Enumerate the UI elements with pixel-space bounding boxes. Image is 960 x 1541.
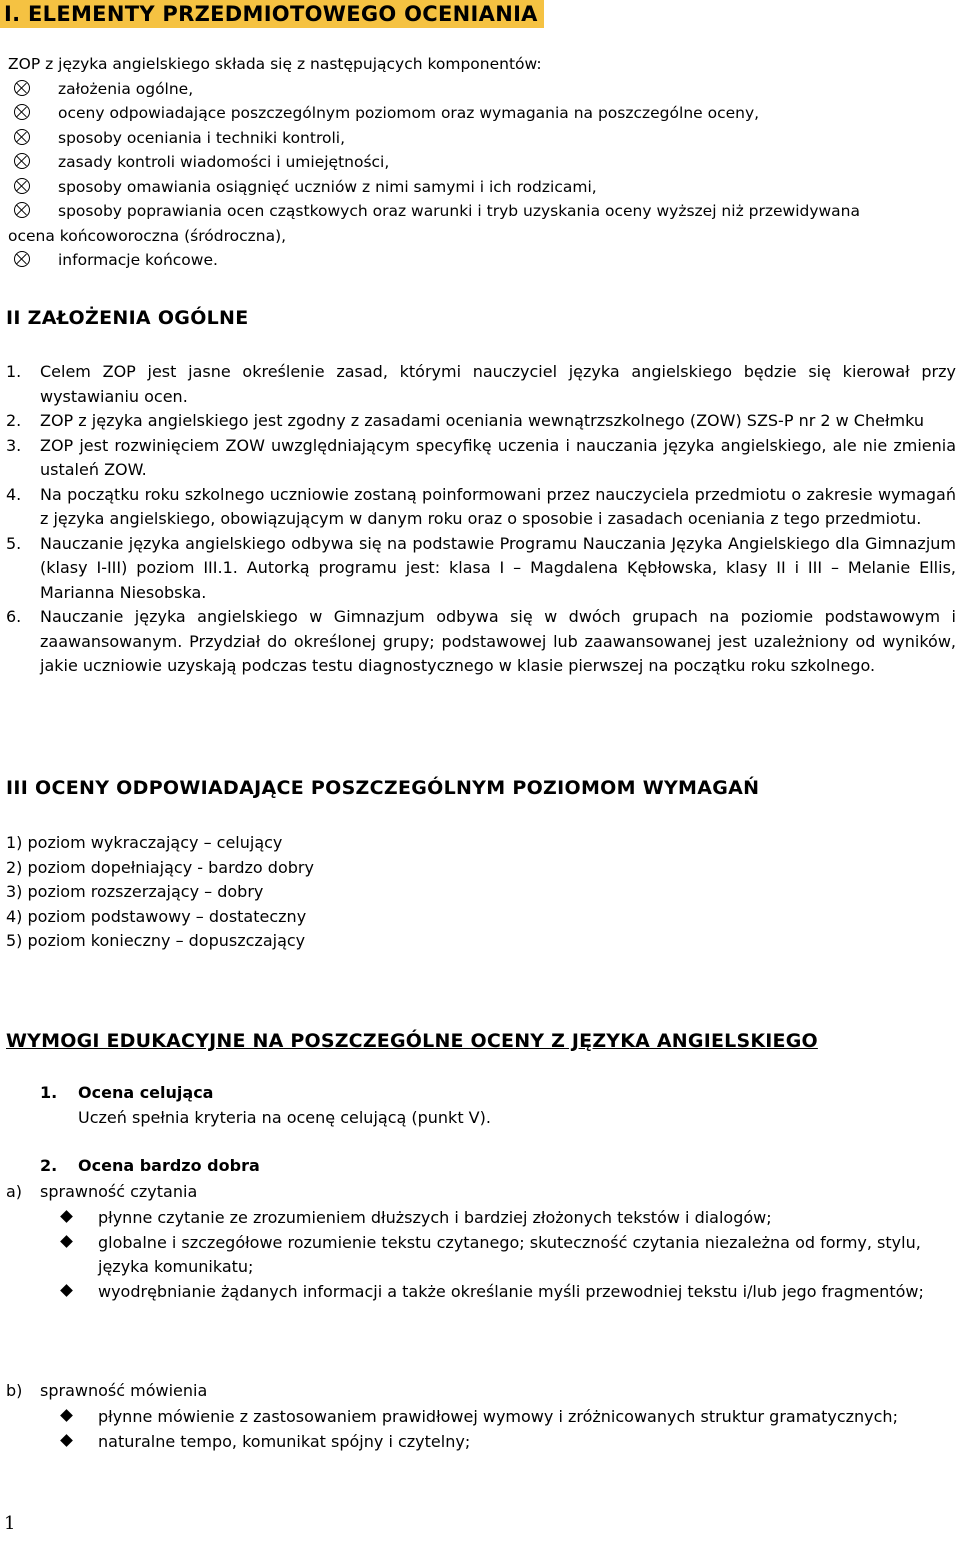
list-item: płynne czytanie ze zrozumieniem dłuższych i bardziej złożonych tekstów i dialogów; — [62, 1206, 952, 1231]
section-1-heading: I. ELEMENTY PRZEDMIOTOWEGO OCENIANIA — [0, 0, 544, 28]
speaking-criteria-list — [62, 1405, 952, 1454]
circled-x-bullet-icon — [14, 153, 30, 169]
diamond-bullet-icon — [60, 1235, 73, 1248]
circled-x-bullet-icon — [14, 202, 30, 218]
list-item: założenia ogólne, — [8, 77, 954, 102]
list-item: oceny odpowiadające poszczególnym poziomom oraz wymagania na poszczególne oceny, — [8, 101, 954, 126]
numbered-point: 6. Nauczanie języka angielskiego w Gimnazjum odbywa się w dwóch grupach na poziomie podstawowym i zaawansowanym. Przydział do określonej grupy; podstawowej lub zaawansowanej jest uzależniony od wyników, jakie uczniowie uzyskają podczas testu diagnostycznego w klasie pierwszej na początku roku szkolnego. — [6, 607, 956, 675]
section-3-heading: III OCENY ODPOWIADAJĄCE POSZCZEGÓLNYM POZIOMOM WYMAGAŃ — [6, 777, 760, 799]
skill-label: sprawność czytania — [40, 1182, 198, 1201]
grade-level: 4) poziom podstawowy – dostateczny — [6, 906, 307, 926]
page-number: 1 — [4, 1513, 16, 1534]
circled-x-bullet-icon — [14, 251, 30, 267]
skill-reading — [6, 1180, 197, 1205]
numbered-point: 5. Nauczanie języka angielskiego odbywa się na podstawie Programu Nauczania Języka Angielskiego dla Gimnazjum (klasy I-III) poziom III.1. Autorką programu jest: klasa I – Magdalena Kębłowska, klasy II i III – Melanie Ellis, Marianna Niesobska. — [6, 533, 956, 602]
list-item: sposoby poprawiania ocen cząstkowych oraz warunki i tryb uzyskania oceny wyższej niż przewidywana ocena końcoworoczna (śródroczna), — [8, 202, 861, 245]
reading-criteria-list — [62, 1206, 952, 1304]
numbered-point: 4. Na początku roku szkolnego uczniowie zostaną poinformowani przez nauczyciela przedmiotu o zakresie wymagań z języka angielskiego, obowiązującym w danym roku oraz o sposobie i zasadach oceniania z tego przedmiotu. — [6, 484, 956, 528]
skill-label: sprawność mówienia — [40, 1381, 208, 1400]
grade-bardzo-dobra — [40, 1154, 260, 1179]
intro-text: ZOP z języka angielskiego składa się z następujących komponentów: — [8, 55, 542, 73]
list-item: wyodrębnianie żądanych informacji a także określanie myśli przewodniej tekstu i/lub jego fragmentów; — [62, 1280, 952, 1305]
circled-x-bullet-icon — [14, 129, 30, 145]
list-item: płynne mówienie z zastosowaniem prawidłowej wymowy i zróżnicowanych struktur gramatycznych; — [62, 1405, 952, 1430]
circled-x-bullet-icon — [14, 104, 30, 120]
list-item-continuation: ocena końcoworoczna (śródroczna), — [8, 226, 287, 245]
numbered-point: 1. Celem ZOP jest jasne określenie zasad, którymi nauczyciel języka angielskiego będzie się kierował przy wystawianiu ocen. — [6, 362, 956, 406]
list-item: informacje końcowe. — [8, 248, 954, 273]
diamond-bullet-icon — [60, 1284, 73, 1297]
numbered-point: 3. ZOP jest rozwinięciem ZOW uwzględniającym specyfikę uczenia i nauczania języka angielskiego, ale nie zmienia ustaleń ZOW. — [6, 435, 956, 479]
section-2-points — [6, 360, 956, 679]
section-2-heading: II ZAŁOŻENIA OGÓLNE — [6, 307, 249, 329]
skill-letter: a) — [6, 1182, 23, 1201]
numbered-point: 2. ZOP z języka angielskiego jest zgodny z zasadami oceniania wewnątrzszkolnego (ZOW) SZS-P nr 2 w Chełmku — [6, 411, 925, 430]
list-item: sposoby oceniania i techniki kontroli, — [8, 126, 954, 151]
grade-level: 2) poziom dopełniający - bardzo dobry — [6, 857, 314, 877]
circled-x-bullet-icon — [14, 178, 30, 194]
grade-title: Ocena celująca — [78, 1083, 214, 1102]
list-item: naturalne tempo, komunikat spójny i czytelny; — [62, 1430, 952, 1455]
circled-x-bullet-icon — [14, 80, 30, 96]
grade-description: Uczeń spełnia kryteria na ocenę celującą (punkt V). — [78, 1107, 491, 1127]
grade-level: 1) poziom wykraczający – celujący — [6, 833, 283, 852]
list-item: globalne i szczegółowe rozumienie tekstu czytanego; skuteczność czytania niezależna od formy, stylu, języka komunikatu; — [62, 1231, 952, 1280]
grade-number: 1. — [40, 1083, 58, 1102]
grade-levels-list — [6, 831, 314, 954]
diamond-bullet-icon — [60, 1409, 73, 1422]
requirements-heading: WYMOGI EDUKACYJNE NA POSZCZEGÓLNE OCENY Z JĘZYKA ANGIELSKIEGO — [6, 1030, 818, 1052]
component-list — [8, 77, 954, 273]
list-item: sposoby omawiania osiągnięć uczniów z nimi samymi i ich rodzicami, — [8, 175, 954, 200]
diamond-bullet-icon — [60, 1434, 73, 1447]
grade-level: 5) poziom konieczny – dopuszczający — [6, 931, 306, 950]
grade-title: Ocena bardzo dobra — [78, 1156, 260, 1175]
grade-celujaca — [40, 1081, 491, 1130]
list-item: zasady kontroli wiadomości i umiejętności, — [8, 150, 954, 175]
grade-level: 3) poziom rozszerzający – dobry — [6, 882, 264, 901]
diamond-bullet-icon — [60, 1210, 73, 1223]
grade-number: 2. — [40, 1156, 58, 1175]
skill-letter: b) — [6, 1381, 23, 1400]
skill-speaking — [6, 1379, 207, 1404]
section-1-body — [8, 52, 954, 273]
